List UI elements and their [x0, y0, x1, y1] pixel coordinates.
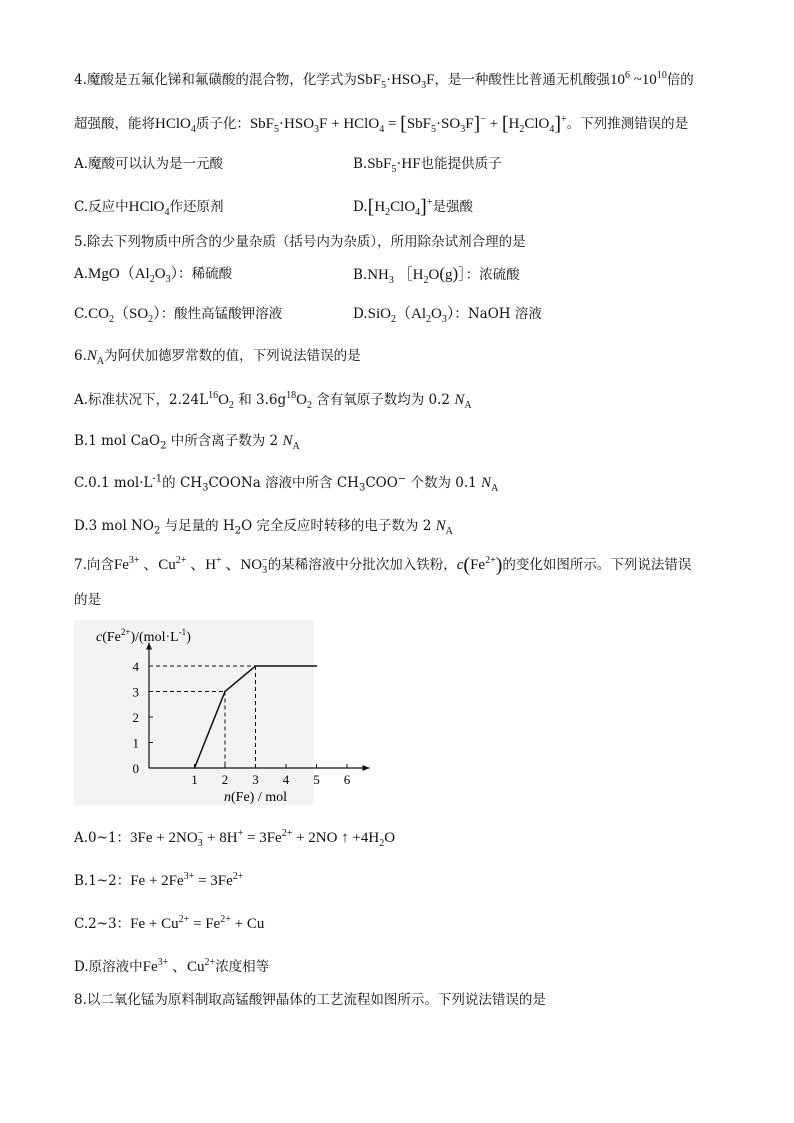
y-axis-label: $c(Fe^{2+})/(mol\cdot L^{-1})$ [96, 627, 191, 645]
q4-stem-text-c: 倍的 [666, 72, 694, 88]
q7-option-b [74, 871, 243, 891]
x-tick-label: 6 [343, 772, 351, 787]
acidity-range: $10^6$ $\sim 10^{10}$ [609, 70, 667, 88]
option-text: 含有氧原子数均为 0.2 [316, 392, 451, 408]
x-axis-label: n(Fe) / mol [224, 790, 287, 805]
option-text: B.1 mol CaO [74, 433, 161, 449]
q4-stem-line1 [74, 70, 694, 90]
q4-stem-text-a: 4.魔酸是五氟化锑和氟磺酸的混合物，化学式为 [74, 72, 357, 88]
q4-stem-text-b: ，是一种酸性比普通无机酸强 [434, 72, 610, 88]
option-text: ：NaOH 溶液 [454, 306, 542, 322]
symbol-na: $N_A$ [86, 348, 105, 367]
formula-hclo4: HClO$_4$ [155, 116, 196, 135]
option-text: 个数为 0.1 [410, 475, 477, 491]
option-text: 是强酸 [432, 199, 473, 215]
q5-option-d [353, 304, 542, 324]
q6-option-b: B.1 mol CaO$_2$ 中所含离子数为 2 $N_A$ [74, 433, 300, 452]
option-text: C.反应中 [74, 199, 129, 215]
option-label: D. [353, 306, 368, 322]
formula-hclo4: HClO$_4$ [128, 199, 170, 218]
fe2-concentration-chart [74, 620, 351, 805]
x-tick-label: 3 [252, 772, 259, 787]
formula-co2-so2: $CO_2(SO_2)$ [88, 306, 161, 325]
equation-protonation: $SbF_5\cdot HSO_3F$ + HClO$_4$ = $[SbF_5\cdot SO_3F]^- + [H_2ClO_4]^+$ [249, 113, 567, 135]
option-label: D. [353, 199, 368, 215]
option-text: 的 CH [162, 475, 203, 491]
equation-c: $Fe + Cu^{2+} = Fe^{2+} + Cu$ [130, 914, 265, 932]
symbol-na: $N_A$ [435, 518, 453, 537]
ion-pair: $Fe^{3+}$ 、$Cu^{2+}$ [142, 957, 216, 975]
q6-option-d: D.3 mol $NO_2$ 与足量的 $H_2O$ 完全反应时转移的电子数为 2 $N_A$ [74, 518, 453, 537]
x-axis-arrow [363, 765, 370, 771]
q4-stem-text-f: 。下列推测错误的是 [566, 116, 689, 132]
formula-sbf5-hf: SbF$_5$·HF [367, 156, 421, 175]
formula-magic-acid: $SbF_5\cdot HSO_3F$ [356, 72, 435, 91]
q7-option-a [74, 828, 395, 848]
q7-stem-line1 [74, 555, 691, 575]
symbol-na: $N_A$ [481, 475, 499, 494]
option-text: COONa 溶液中所含 CH [208, 475, 359, 491]
symbol-na: $N_A$ [282, 433, 300, 452]
ion-list: $Fe^{3+}$ 、$Cu^{2+}$ 、H+ 、$NO_3^-$ [113, 555, 268, 576]
question-text: 的变化如图所示。下列说法错误 [502, 557, 692, 573]
q4-option-b [353, 154, 502, 174]
formula-18o2: $^{18}O_2$ [286, 390, 312, 411]
option-label: C. [74, 306, 89, 322]
q6-option-c: C.0.1 $mol\cdot L^{-1}$的 $CH_3COONa$ 溶液中所含 $CH_3COO^-$ 个数为 0.1 $N_A$ [74, 473, 499, 494]
q6-stem [74, 346, 361, 366]
formula-sio2-al2o3: $SiO_2(Al_2O_3)$ [367, 306, 455, 325]
q5-option-b [353, 264, 520, 285]
option-label: B. [353, 156, 368, 172]
option-text: COO [365, 475, 398, 491]
q7-option-d [74, 957, 269, 977]
q4-option-a: A.魔酸可以认为是一元酸 [74, 156, 224, 172]
x-tick-label: 2 [221, 772, 229, 787]
option-text: ：稀硫酸 [178, 266, 233, 282]
q5-option-a [74, 264, 232, 284]
q7-stem-line2: 的是 [74, 592, 101, 608]
option-text: C.0.1 mol·L [74, 475, 153, 491]
q4-stem-text-d: 超强酸，能将 [74, 116, 155, 132]
x-tick-label: 1 [191, 772, 198, 787]
q5-option-c [74, 304, 282, 324]
series-point [194, 767, 196, 769]
series-point [255, 665, 257, 667]
option-label: B.1~2： [74, 873, 131, 889]
y-tick-label: 1 [132, 735, 139, 751]
q6-option-a [74, 390, 472, 410]
q4-stem-line2 [74, 114, 688, 134]
series-point [224, 691, 226, 693]
option-label: A.0~1： [74, 830, 131, 846]
question-text: 7.向含 [74, 557, 114, 573]
option-text: 和 3.6g [238, 392, 287, 408]
option-text: O 完全反应时转移的电子数为 2 [241, 518, 432, 534]
expr-c-fe2: $c(Fe^{2+})$ [456, 554, 503, 576]
series-point [316, 665, 318, 667]
y-tick-label: 3 [132, 684, 139, 700]
formula-16o2: $^{16}O_2$ [208, 390, 234, 411]
x-tick-label: 4 [282, 772, 290, 787]
option-text: 作还原剂 [169, 199, 224, 215]
q4-option-d [353, 197, 473, 217]
option-label: B. [353, 267, 368, 283]
option-text: 中所含离子数为 2 [170, 433, 279, 449]
formula-h2clo4: $[H_2ClO_4]^+$ [367, 196, 433, 218]
q4-option-c [74, 197, 223, 217]
question-text: 的某稀溶液中分批次加入铁粉， [267, 557, 457, 573]
q8-stem: 8.以二氧化锰为原料制取高锰酸钾晶体的工艺流程如图所示。下列说法错误的是 [74, 992, 546, 1008]
option-text: 浓度相等 [215, 959, 270, 975]
y-tick-label: 2 [132, 710, 139, 725]
q4-stem-text-e: 质子化： [195, 116, 250, 132]
option-text: ：浓硫酸 [465, 267, 520, 283]
formula-mgo-al2o3: $MgO(Al_2O_3)$ [88, 266, 179, 285]
q5-stem: 5.除去下列物质中所含的少量杂质（括号内为杂质），所用除杂试剂合理的是 [74, 234, 526, 250]
equation-a: $3Fe + 2NO_3^- + 8H^+ = 3Fe^{2+} + 2NO$ ↑ $+4H_2O$ [130, 828, 396, 849]
q7-option-c [74, 914, 264, 934]
question-number: 6. [74, 348, 87, 364]
symbol-na: $N_A$ [454, 392, 472, 411]
option-text: D.3 mol NO [74, 518, 154, 534]
x-tick-label: 5 [313, 772, 320, 787]
y-tick-label: 0 [132, 761, 139, 776]
option-label: A. [74, 266, 89, 282]
equation-b: $Fe + 2Fe^{3+} = 3Fe^{2+}$ [130, 871, 244, 889]
question-text: 为阿伏加德罗常数的值，下列说法错误的是 [104, 348, 361, 364]
formula-nh3-h2o: $NH_3$ $[H_2O(g)]$ [367, 264, 466, 286]
option-text: D.原溶液中 [74, 959, 143, 975]
option-text: 与足量的 H [164, 518, 235, 534]
option-label: C.2~3： [74, 916, 131, 932]
option-text: 也能提供质子 [420, 156, 502, 172]
option-text: ：酸性高锰酸钾溶液 [160, 306, 283, 322]
option-text: A.标准状况下，2.24L [74, 392, 209, 408]
y-tick-label: 4 [132, 659, 139, 674]
